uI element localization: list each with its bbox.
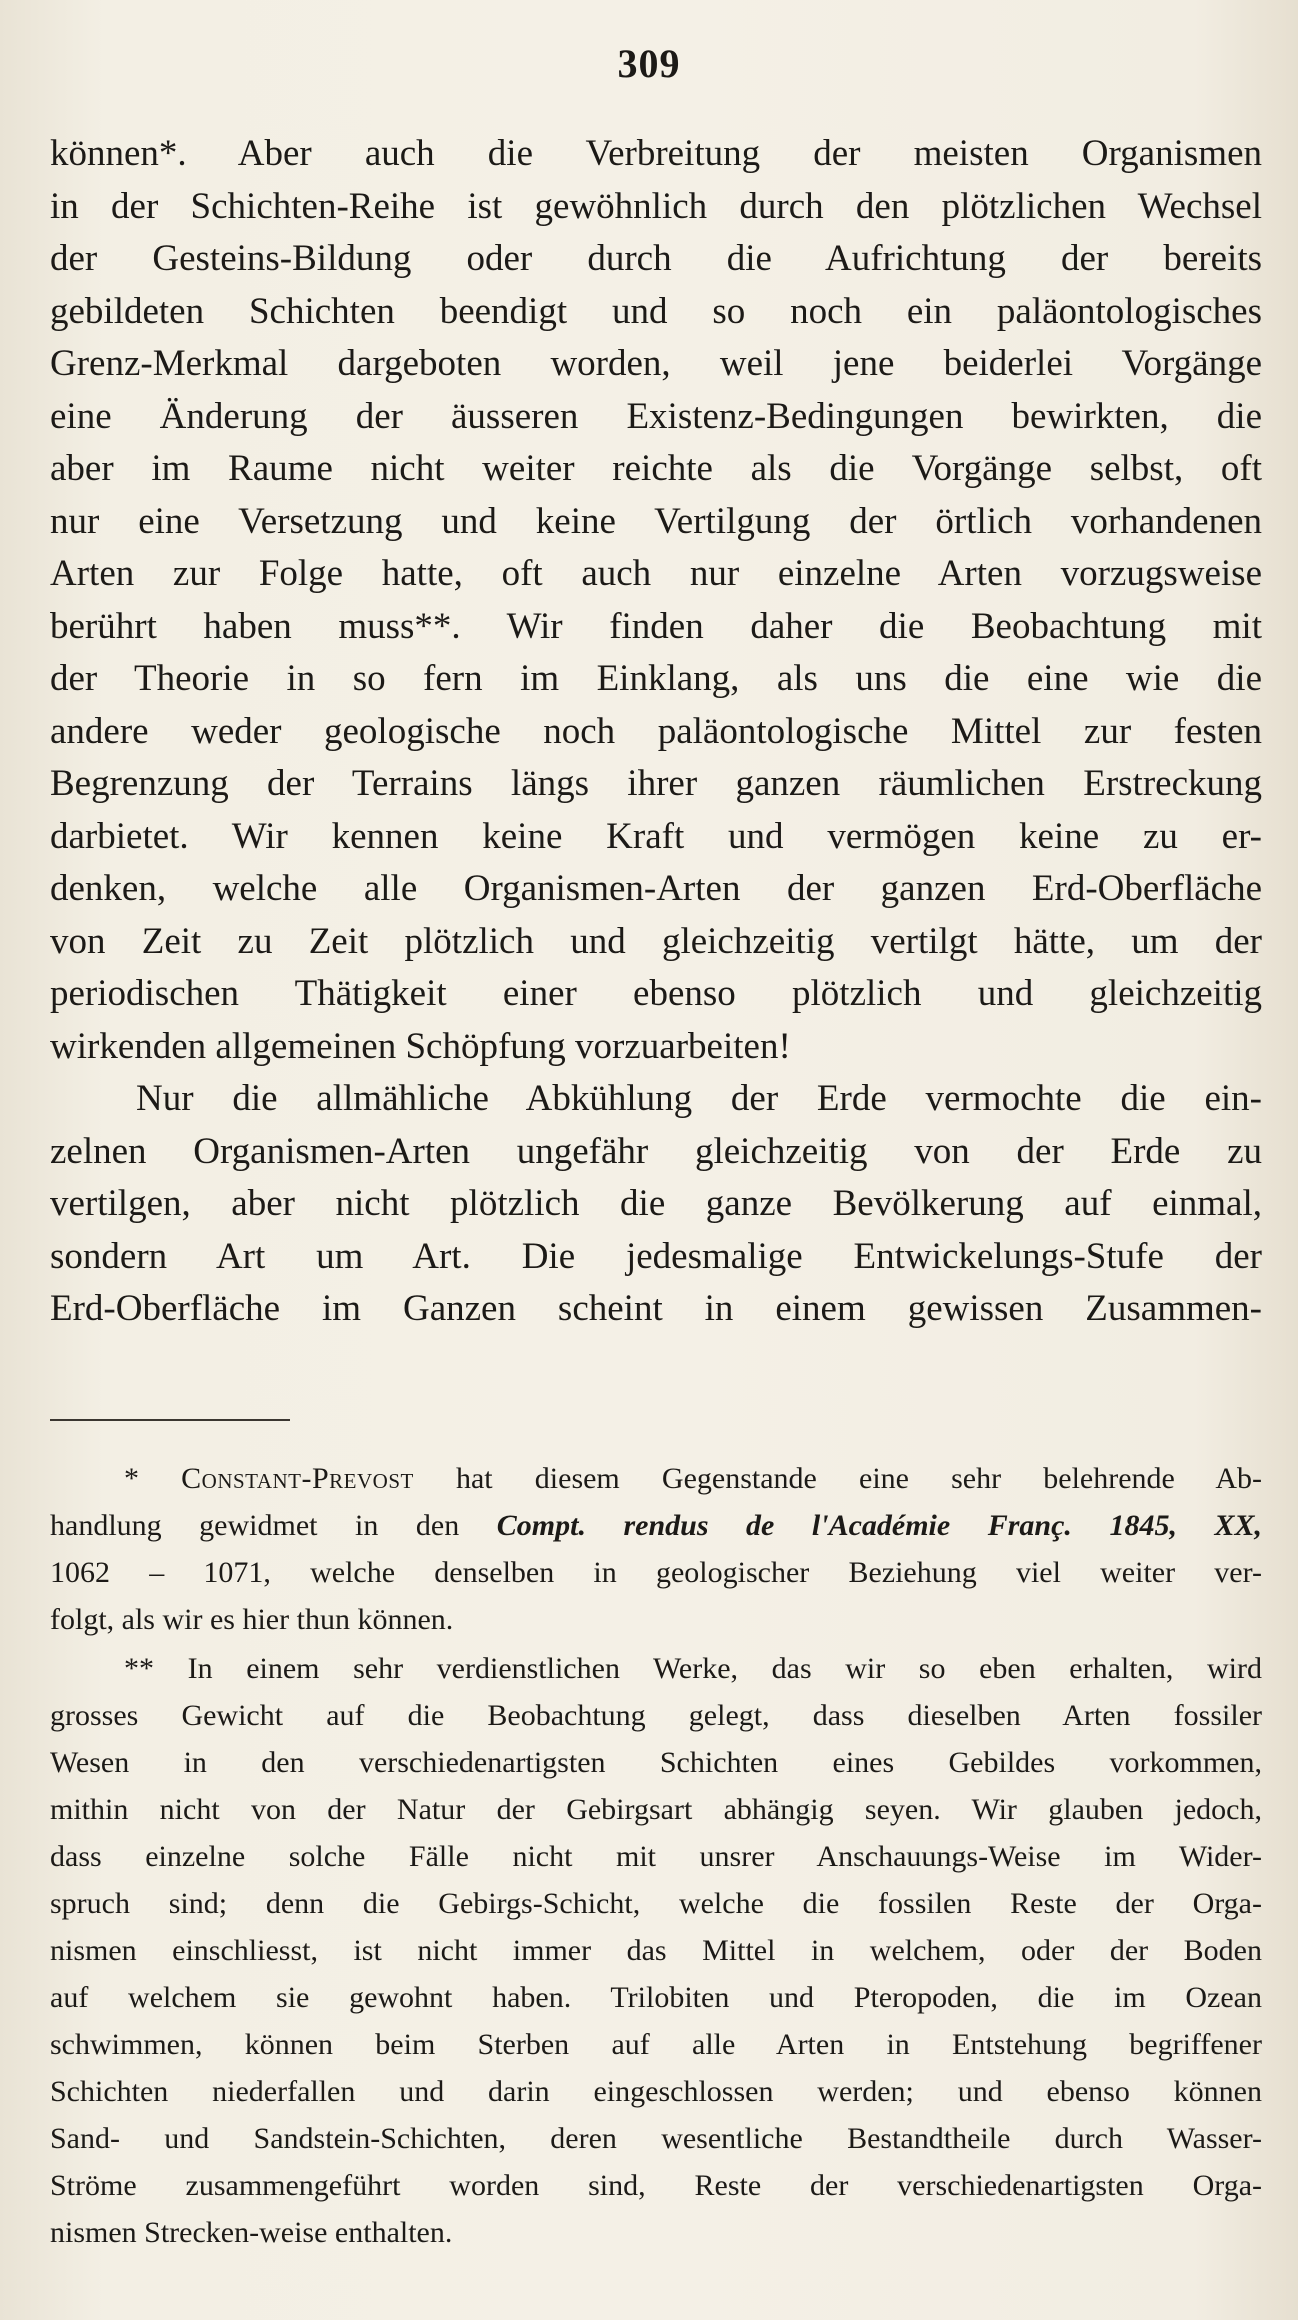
text-line: zelnen Organismen-Arten ungefähr gleichzeitig von der Erde zu	[50, 1130, 1262, 1172]
footnote-citation: Compt. rendus de l'Académie Franç. 1845, XX,	[496, 1509, 1262, 1542]
footnote-line: Sand- und Sandstein-Schichten, deren wesentliche Bestandtheile durch Wasser-	[50, 2122, 1262, 2155]
footnote-1	[50, 1455, 1262, 1643]
footnote-text: In einem sehr verdienstlichen Werke, das wir so eben erhalten, wird	[187, 1652, 1262, 1685]
footnote-marker: *	[124, 1462, 139, 1495]
footnotes	[50, 1455, 1262, 2256]
footnote-line: spruch sind; denn die Gebirgs-Schicht, welche die fossilen Reste der Orga-	[50, 1887, 1262, 1920]
text-line: aber im Raume nicht weiter reichte als die Vorgänge selbst, oft	[50, 448, 1262, 489]
footnote-text: handlung gewidmet in den	[50, 1509, 460, 1542]
text-line: darbietet. Wir kennen keine Kraft und vermögen keine zu er-	[50, 815, 1262, 857]
text-line: berührt haben muss**. Wir finden daher die Beobachtung mit	[50, 605, 1262, 647]
page-number: 309	[617, 41, 681, 86]
footnote-line	[50, 1502, 1262, 1549]
text-line: Arten zur Folge hatte, oft auch nur einzelne Arten vorzugsweise	[50, 553, 1262, 594]
text-line: Erd-Oberfläche im Ganzen scheint in einem gewissen Zusammen-	[50, 1288, 1262, 1329]
footnote-line: Ströme zusammengeführt worden sind, Reste der verschiedenartigsten Orga-	[50, 2169, 1262, 2202]
footnote-line: Wesen in den verschiedenartigsten Schichten eines Gebildes vorkommen,	[50, 1746, 1262, 1779]
footnote-line: folgt, als wir es hier thun können.	[50, 1603, 454, 1636]
footnote-line: Schichten niederfallen und darin eingeschlossen werden; und ebenso können	[50, 2075, 1262, 2108]
footnote-line: grosses Gewicht auf die Beobachtung gelegt, dass dieselben Arten fossiler	[50, 1699, 1262, 1732]
footnote-author: Constant-Prevost	[181, 1462, 414, 1495]
text-line: andere weder geologische noch paläontologische Mittel zur festen	[50, 710, 1262, 752]
footnote-line	[50, 1455, 1262, 1502]
footnote-line: nismen Strecken-weise enthalten.	[50, 2216, 453, 2249]
footnote-line: 1062 – 1071, welche denselben in geologischer Beziehung viel weiter ver-	[50, 1556, 1262, 1589]
text-line: Grenz-Merkmal dargeboten worden, weil jene beiderlei Vorgänge	[50, 343, 1262, 384]
text-line: eine Änderung der äusseren Existenz-Bedingungen bewirkten, die	[50, 395, 1262, 437]
paragraph	[50, 128, 1262, 1073]
footnote-line: schwimmen, können beim Sterben auf alle Arten in Entstehung begriffener	[50, 2028, 1262, 2061]
footnote-line: mithin nicht von der Natur der Gebirgsart abhängig seyen. Wir glauben jedoch,	[50, 1793, 1262, 1826]
footnote-line: nismen einschliesst, ist nicht immer das Mittel in welchem, oder der Boden	[50, 1934, 1262, 1967]
text-line: wirkenden allgemeinen Schöpfung vorzuarbeiten!	[50, 1025, 791, 1067]
text-line: denken, welche alle Organismen-Arten der ganzen Erd-Oberfläche	[50, 868, 1262, 909]
text-line: sondern Art um Art. Die jedesmalige Entwickelungs-Stufe der	[50, 1235, 1262, 1277]
footnote-line	[50, 1645, 1262, 1692]
footnote-line: dass einzelne solche Fälle nicht mit unsrer Anschauungs-Weise im Wider-	[50, 1840, 1262, 1873]
text-line: von Zeit zu Zeit plötzlich und gleichzeitig vertilgt hätte, um der	[50, 920, 1262, 962]
text-line: der Theorie in so fern im Einklang, als uns die eine wie die	[50, 658, 1262, 699]
text-line: können*. Aber auch die Verbreitung der meisten Organismen	[50, 133, 1262, 174]
footnote-separator	[50, 1419, 290, 1421]
footnote-text: hat diesem Gegenstande eine sehr belehrende Ab-	[455, 1462, 1262, 1495]
paragraph	[50, 1073, 1262, 1336]
text-line: periodischen Thätigkeit einer ebenso plötzlich und gleichzeitig	[50, 973, 1262, 1014]
text-line: gebildeten Schichten beendigt und so noch ein paläontologisches	[50, 290, 1262, 332]
text-line: nur eine Versetzung und keine Vertilgung der örtlich vorhandenen	[50, 500, 1262, 542]
text-line: in der Schichten-Reihe ist gewöhnlich durch den plötzlichen Wechsel	[50, 185, 1262, 227]
footnote-line: auf welchem sie gewohnt haben. Trilobiten und Pteropoden, die im Ozean	[50, 1981, 1262, 2014]
text-line: Nur die allmähliche Abkühlung der Erde vermochte die ein-	[136, 1078, 1262, 1119]
main-text	[50, 128, 1262, 1336]
text-line: Begrenzung der Terrains längs ihrer ganzen räumlichen Erstreckung	[50, 763, 1262, 804]
footnote-2	[50, 1645, 1262, 2256]
text-line: vertilgen, aber nicht plötzlich die ganze Bevölkerung auf einmal,	[50, 1183, 1262, 1224]
footnote-marker: **	[124, 1652, 154, 1685]
text-line: der Gesteins-Bildung oder durch die Aufrichtung der bereits	[50, 238, 1262, 279]
